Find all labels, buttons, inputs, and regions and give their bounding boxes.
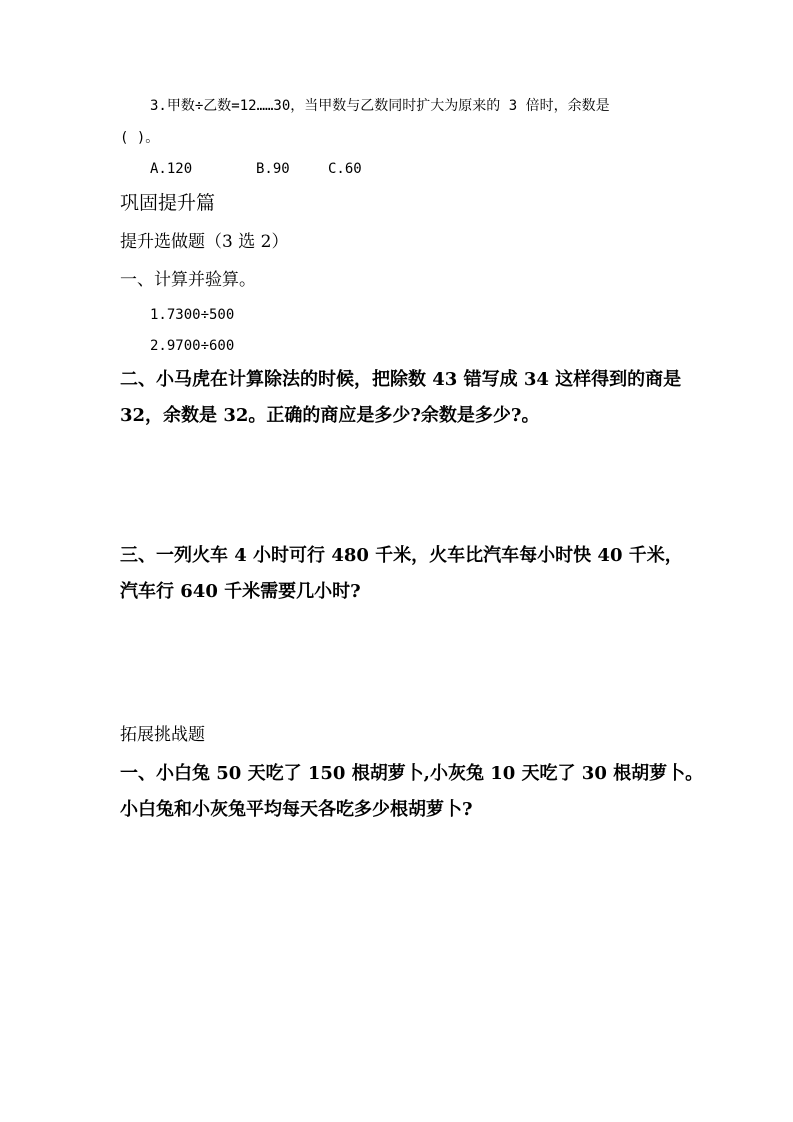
q3-text-line1: 3.甲数÷乙数=12……30，当甲数与乙数同时扩大为原来的 3 倍时，余数是	[150, 98, 610, 114]
challenge-line1: 一、小白兔 50 天吃了 150 根胡萝卜,小灰兔 10 天吃了 30 根胡萝卜。	[120, 763, 704, 784]
problem1-item-1: 1.7300÷500	[150, 307, 235, 323]
challenge-title: 拓展挑战题	[120, 725, 205, 745]
challenge-line2: 小白兔和小灰兔平均每天各吃多少根胡萝卜?	[120, 799, 473, 820]
q3-option-a: A.120	[150, 161, 193, 177]
problem3-line2: 汽车行 640 千米需要几小时?	[120, 581, 361, 602]
section-subtitle-optional: 提升选做题（3 选 2）	[120, 232, 289, 252]
q3-option-b: B.90	[256, 161, 290, 177]
problem2-line2: 32，余数是 32。正确的商应是多少?余数是多少?。	[120, 405, 540, 426]
problem1-heading: 一、计算并验算。	[120, 270, 256, 290]
q3-text-line2: ( )。	[120, 130, 160, 146]
q3-option-c: C.60	[328, 161, 362, 177]
problem1-item-2: 2.9700÷600	[150, 338, 235, 354]
problem3-line1: 三、一列火车 4 小时可行 480 千米，火车比汽车每小时快 40 千米，	[120, 545, 683, 566]
section-title-consolidate: 巩固提升篇	[120, 192, 216, 214]
problem2-line1: 二、小马虎在计算除法的时候，把除数 43 错写成 34 这样得到的商是	[120, 369, 682, 390]
